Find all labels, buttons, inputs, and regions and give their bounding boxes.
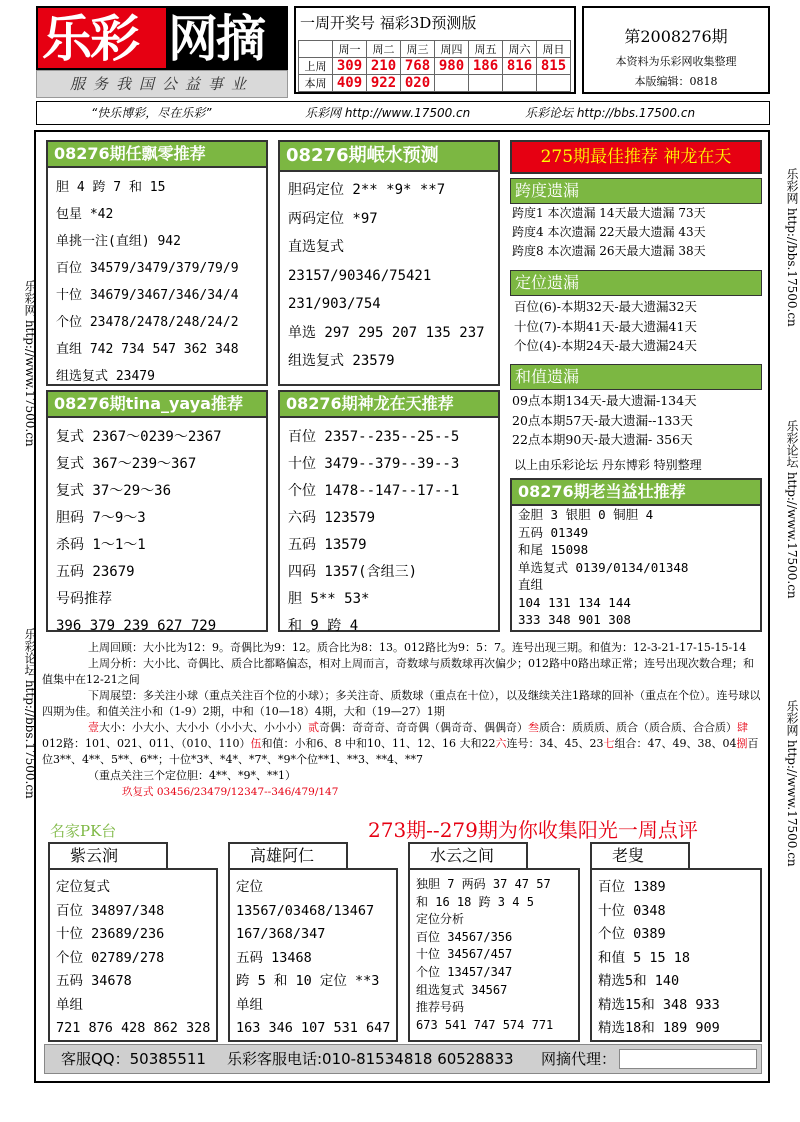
content-line: 单选复式 0139/0134/01348 [518,559,689,575]
content-line: 精选18和 189 909 [598,1020,720,1036]
focus-text: （重点关注三个定位胆：4**、*9*、**1） [88,769,296,782]
result-cell [469,75,503,92]
result-cell: 409 [333,75,367,92]
pk-column-header: 水云之间 [408,842,528,868]
result-cell: 815 [537,58,571,75]
content-line: 跨度4 本次遗漏 22天最大遗漏 43天 [512,225,706,239]
content-line: 20点本期57天-最大遗漏--133天 [512,412,693,428]
best-recommend-banner: 275期最佳推荐 神龙在天 [510,140,762,174]
box-title: 08276期老当益壮推荐 [510,478,762,506]
content-line: 复式 2367～0239～2367 [56,429,222,445]
content-line: 333 348 901 308 [518,612,631,627]
result-cell [435,75,469,92]
content-line: 13567/03468/13467 [236,902,375,919]
site-link[interactable]: 乐彩网 http://www.17500.cn [305,106,471,120]
content-line: 精选5和 140 [598,973,680,989]
content-line: 个位(4)-本期24天-最大遗漏24天 [514,338,697,353]
content-line: 单选 297 295 207 135 237 [288,324,485,341]
pk-column-header: 紫云涧 [48,842,168,868]
item-mark: 捌 [736,737,748,750]
result-cell: 980 [435,58,469,75]
content-line: 单组 [236,996,263,1013]
box-title: 08276期神龙在天推荐 [278,390,500,418]
content-line: 组选复式 23479 [56,369,155,384]
content-line: 推荐号码 [416,1000,465,1015]
pk-column-content [236,876,390,1041]
pk-title: 名家PK台 [50,822,117,840]
sum-miss-title: 和值遗漏 [510,364,762,390]
content-line: 跨度8 本次遗漏 26天最大遗漏 38天 [512,244,706,258]
item-mark: 壹 [88,721,99,734]
day-header: 周日 [537,41,571,58]
content-line: 定位复式 [56,879,110,895]
side-text-right-mid: 乐彩论坛 http://www.17500.cn [785,420,799,599]
content-line: 十位 34679/3467/346/34/4 [56,288,239,303]
content-line: 十位 34567/457 [416,947,513,962]
footer-bar [44,1044,762,1074]
pk-column-header: 高雄阿仁 [228,842,348,868]
content-line: 号码推荐 [56,591,112,607]
span-miss-list [512,204,706,261]
content-line: 胆码 7～9～3 [56,510,146,526]
content-line: 104 131 134 144 [518,594,631,610]
credit-note: 以上由乐彩论坛 丹东博彩 特别整理 [514,458,702,472]
sum-miss-list [512,391,697,450]
item-mark: 贰 [308,721,319,734]
content-line: 十位 23689/236 [56,926,165,942]
row-label-this-week: 本周 [299,75,333,92]
content-line: 个位 1478--147--17--1 [288,483,460,499]
weekly-results-title: 一周开奖号 福彩3D预测版 [300,14,477,32]
row-label-last-week: 上周 [299,58,333,75]
content-line: 个位 13457/347 [416,964,513,979]
content-line: 五码 01349 [518,524,589,540]
content-line: 23157/90346/75421 [288,267,432,284]
content-line: 组选复式 23579 [288,353,395,369]
day-header: 周三 [401,41,435,58]
content-line: 和尾 15098 [518,542,589,557]
weekly-results-panel [294,6,576,94]
box-title: 08276期tina_yaya推荐 [46,390,268,418]
content-line: 百位(6)-本期32天-最大遗漏32天 [514,299,697,314]
footer-qq: 客服QQ：50385511 [61,1050,206,1068]
result-cell: 309 [333,58,367,75]
content-line: 直组 [518,577,544,592]
day-header: 周一 [333,41,367,58]
item-mark: 六 [495,737,507,750]
result-cell: 020 [401,75,435,92]
content-line: 直组 742 734 547 362 348 [56,342,239,357]
content-line: 五码 13579 [288,537,367,553]
content-line: 组选复式 34567 [416,982,508,997]
content-line: 673 541 747 574 771 [416,1017,554,1032]
content-line: 直选复式 [288,239,344,255]
result-cell [537,75,571,92]
result-cell: 816 [503,58,537,75]
content-line: 单挑一注(直组) 942 [56,234,181,249]
weekly-results-table [298,40,571,92]
logo-text-red: 乐彩 [42,9,138,68]
content-line: 胆 5** 53* [288,591,370,607]
content-line: 精选15和 348 933 [598,996,720,1013]
content-line: 十位(7)-本期41天-最大遗漏41天 [514,318,697,334]
result-cell: 210 [367,58,401,75]
week-review-title: 273期--279期为你收集阳光一周点评 [368,818,698,842]
content-line: 胆 4 跨 7 和 15 [56,180,166,195]
box-content [56,174,239,390]
pk-column-content [56,876,210,1041]
content-line: 百位 2357--235--25--5 [288,429,460,445]
content-line: 百位 34567/356 [416,929,513,944]
position-miss-title: 定位遗漏 [510,270,762,296]
outlook-text: 下周展望：多关注小球（重点关注百个位的小球）；多关注奇、质数球（重点在十位），以及继续关注1路球的回补（重点在个位）。连号球以四期为佳。和值关注小和（1-9）2期，中和（10—18）4期，大和（19—27）1期 [42,689,761,718]
box-content [288,176,485,376]
result-cell: 768 [401,58,435,75]
content-line: 两码定位 *97 [288,210,378,227]
content-line: 个位 0389 [598,926,666,942]
content-line: 五码 13468 [236,949,312,966]
content-line: 金胆 3 银胆 0 铜胆 4 [518,507,654,522]
side-text-left-top: 乐彩网 http://www.17500.cn [23,280,37,447]
content-line: 五码 34678 [56,973,132,989]
content-line: 五码 23679 [56,564,135,580]
content-line: 22点本期90天-最大遗漏- 356天 [512,432,693,447]
pk-column-header: 老叟 [590,842,690,868]
box-content [288,424,459,640]
pk-column-content [416,876,553,1034]
content-line: 个位 02789/278 [56,949,165,966]
period-number: 第2008276期 [624,27,728,46]
content-line: 721 876 428 862 328 [56,1020,211,1036]
content-line: 个位 23478/2478/248/24/2 [56,315,239,330]
content-line: 百位 34579/3479/379/79/9 [56,261,239,276]
content-line: 和 9 跨 4 [288,618,359,634]
item-mark: 伍 [250,737,262,750]
content-line: 十位 3479--379--39--3 [288,456,460,472]
box-title: 08276期岷水预测 [278,140,500,172]
slogan: 服务我国公益事业 [36,70,288,98]
content-line: 和值 5 15 18 [598,949,691,966]
content-line: 十位 0348 [598,902,666,919]
side-text-right-top: 乐彩网 http://bbs.17500.cn [785,168,799,327]
side-text-left-bottom: 乐彩论坛 http://bbs.17500.cn [23,628,37,799]
content-line: 定位分析 [416,912,465,927]
day-header: 周五 [469,41,503,58]
analysis-section [42,640,764,800]
logo [36,6,288,70]
result-cell: 186 [469,58,503,75]
content-line: 胆码定位 2** *9* **7 [288,182,446,198]
motto: “快乐博彩，尽在乐彩” [91,106,212,120]
pk-column-content [598,876,720,1041]
result-cell [503,75,537,92]
content-line: 百位 34897/348 [56,902,165,919]
day-header: 周六 [503,41,537,58]
content-line: 231/903/754 [288,296,381,312]
content-line: 单组 [56,996,83,1013]
pattern-list: 壹大小：小大小、大小小（小小大、小小小）贰奇偶：奇奇奇、奇奇偶（偶奇奇、偶偶奇）叁质合：质质质、质合（质合质、合合质）肆012路：101、021、011、（010、110）伍和值：小和6、8 中和10、11、12、16 大和22六连号：34、45、23七组合：47、49、38、04捌百位3**、4**、5**、6**；十位*3*、*4*、*7*、*9*个位**1、**3、**4、**7 [42,721,759,766]
content-line: 396 379 239 627 729 [56,618,217,634]
tagline-bar [36,101,770,125]
content-line: 复式 37～29～36 [56,483,172,499]
day-header: 周二 [367,41,401,58]
content-line: 包星 *42 [56,207,114,222]
issue-info-panel [582,6,770,94]
result-cell: 922 [367,75,401,92]
analysis-text: 上周分析：大小比、奇偶比、质合比都略偏态，相对上周而言，奇数球与质数球再次偏少；012路中0路出球正常；连号出现次数合理；和值集中在12-21之间 [42,657,754,686]
span-miss-title: 跨度遗漏 [510,178,762,204]
position-miss-list [514,297,697,356]
content-line: 六码 123579 [288,510,376,526]
content-line: 杀码 1～1～1 [56,537,146,553]
day-header: 周四 [435,41,469,58]
side-text-right-bottom: 乐彩网 http://www.17500.cn [785,700,799,867]
box-title: 08276期任飘零推荐 [46,140,268,168]
content-line: 复式 367～239～367 [56,456,197,472]
editor-note: 本版编辑：0818 [634,75,718,88]
box-content [518,506,688,629]
content-line: 跨度1 本次遗漏 14天最大遗漏 73天 [512,206,706,220]
item-mark: 七 [603,737,615,750]
content-line: 百位 1389 [598,879,666,895]
content-line: 定位 [236,879,263,895]
content-line: 四码 1357(含组三) [288,564,418,580]
content-line: 和 16 18 跨 3 4 5 [416,894,534,909]
combo-text: 玖复式 03456/23479/12347--346/479/147 [122,786,339,798]
item-mark: 叁 [528,721,539,734]
content-line: 跨 5 和 10 定位 **3 [236,973,380,989]
content-line: 167/368/347 [236,926,326,942]
agent-field [619,1049,757,1069]
source-note: 本资料为乐彩网收集整理 [615,55,737,68]
forum-link[interactable]: 乐彩论坛 http://bbs.17500.cn [525,106,696,120]
footer-phone: 乐彩客服电话:010-81534818 60528833 [227,1050,514,1068]
content-line: 163 346 107 531 647 [236,1020,391,1036]
box-content [56,424,222,640]
footer-agent-label: 网摘代理： [541,1050,617,1068]
logo-text-black: 网摘 [168,9,264,68]
review-text: 上周回顾：大小比为12：9。奇偶比为9：12。质合比为8：13。012路比为9：5：7。连号出现三期。和值为：12-3-21-17-15-15-14 [88,641,747,654]
content-line: 独胆 7 两码 37 47 57 [416,877,551,891]
item-mark: 肆 [737,721,748,734]
content-line: 09点本期134天-最大遗漏-134天 [512,393,697,408]
